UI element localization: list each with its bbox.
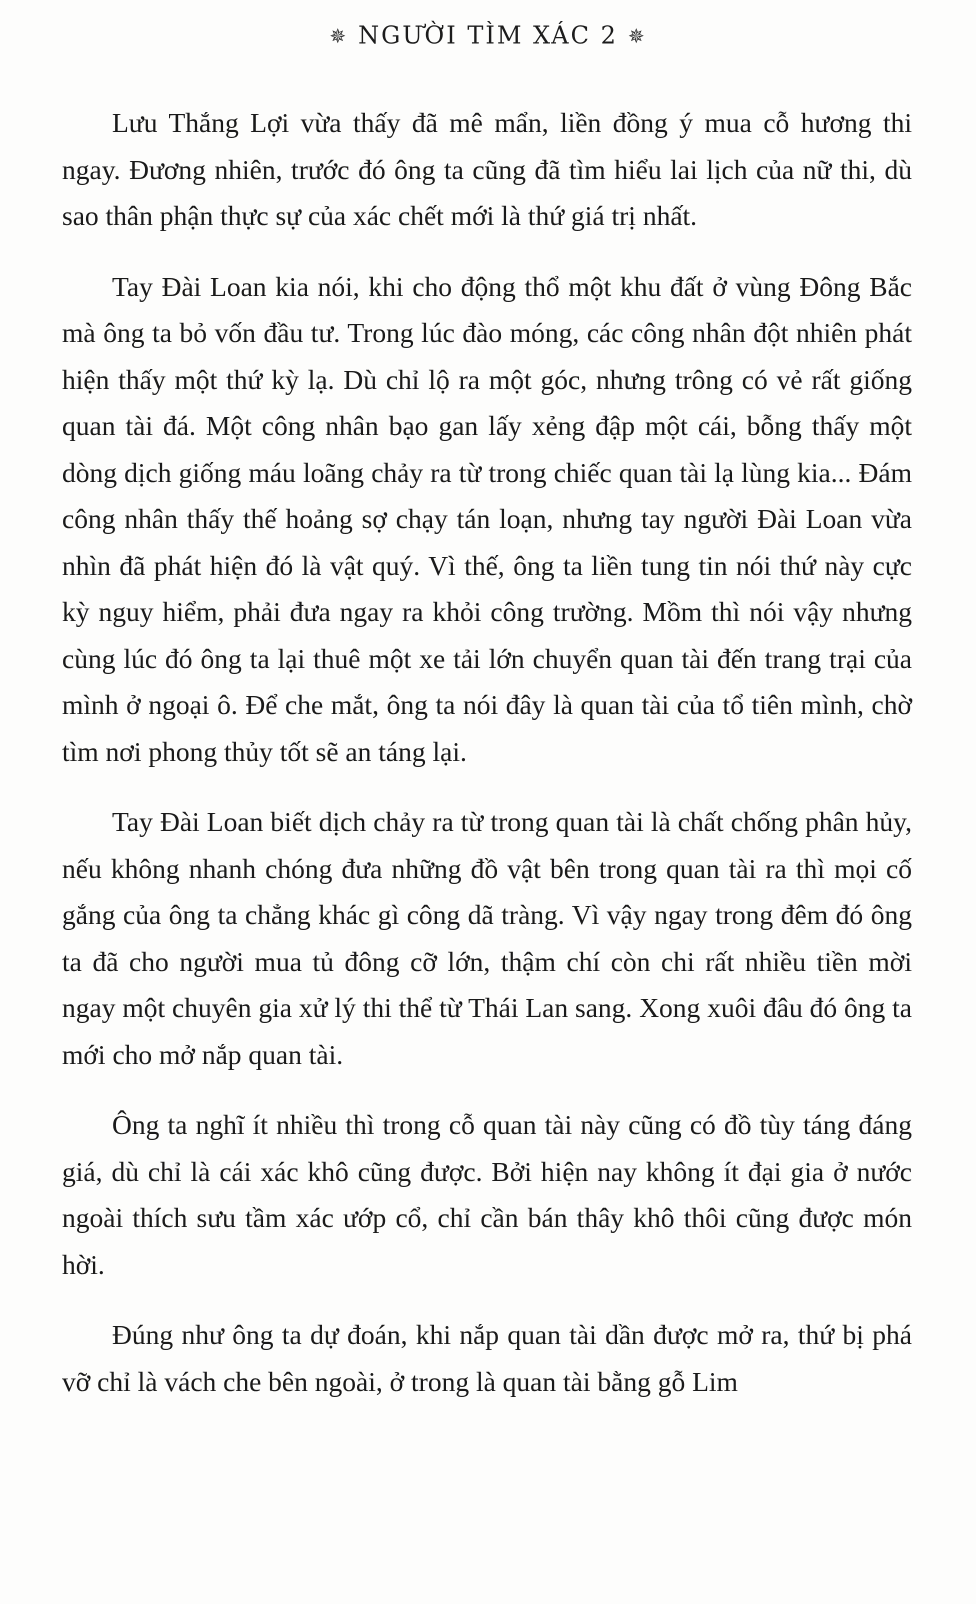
paragraph-3: Tay Đài Loan biết dịch chảy ra từ trong quan tài là chất chống phân hủy, nếu không nhanh chóng đưa những đồ vật bên trong quan tài ra thì mọi cố gắng của ông ta chẳng khác gì công dã tràng. Vì vậy ngay trong đêm đó ông ta đã cho người mua tủ đông cỡ lớn, thậm chí còn chi rất nhiều tiền mời ngay một chuyên gia xử lý thi thể từ Thái Lan sang. Xong xuôi đâu đó ông ta mới cho mở nắp quan tài. <box>62 806 912 1070</box>
ornament-right-icon: ✵ <box>627 23 647 48</box>
body-text <box>62 100 912 1429</box>
book-title: NGƯỜI TÌM XÁC 2 <box>358 21 618 50</box>
ornament-left-icon: ✵ <box>329 23 349 48</box>
paragraph-5: Đúng như ông ta dự đoán, khi nắp quan tài dần được mở ra, thứ bị phá vỡ chỉ là vách che bên ngoài, ở trong là quan tài bằng gỗ Lim <box>62 1319 912 1397</box>
paragraph-2: Tay Đài Loan kia nói, khi cho động thổ một khu đất ở vùng Đông Bắc mà ông ta bỏ vốn đầu tư. Trong lúc đào móng, các công nhân đột nhiên phát hiện thấy một thứ kỳ lạ. Dù chỉ lộ ra một góc, nhưng trông có vẻ rất giống quan tài đá. Một công nhân bạo gan lấy xẻng đập một cái, bỗng thấy một dòng dịch giống máu loãng chảy ra từ trong chiếc quan tài lạ lùng kia... Đám công nhân thấy thế hoảng sợ chạy tán loạn, nhưng tay người Đài Loan vừa nhìn đã phát hiện đó là vật quý. Vì thế, ông ta liền tung tin nói thứ này cực kỳ nguy hiểm, phải đưa ngay ra khỏi công trường. Mồm thì nói vậy nhưng cùng lúc đó ông ta lại thuê một xe tải lớn chuyển quan tài đến trang trại của mình ở ngoại ô. Để che mắt, ông ta nói đây là quan tài của tổ tiên mình, chờ tìm nơi phong thủy tốt sẽ an táng lại. <box>62 270 912 767</box>
running-header <box>0 20 976 50</box>
paragraph-1: Lưu Thắng Lợi vừa thấy đã mê mẩn, liền đồng ý mua cỗ hương thi ngay. Đương nhiên, trước đó ông ta cũng đã tìm hiểu lai lịch của nữ thi, dù sao thân phận thực sự của xác chết mới là thứ giá trị nhất. <box>62 107 912 231</box>
paragraph-4: Ông ta nghĩ ít nhiều thì trong cỗ quan tài này cũng có đồ tùy táng đáng giá, dù chỉ là cái xác khô cũng được. Bởi hiện nay không ít đại gia ở nước ngoài thích sưu tầm xác ướp cổ, chỉ cần bán thây khô thôi cũng được món hời. <box>62 1109 912 1280</box>
